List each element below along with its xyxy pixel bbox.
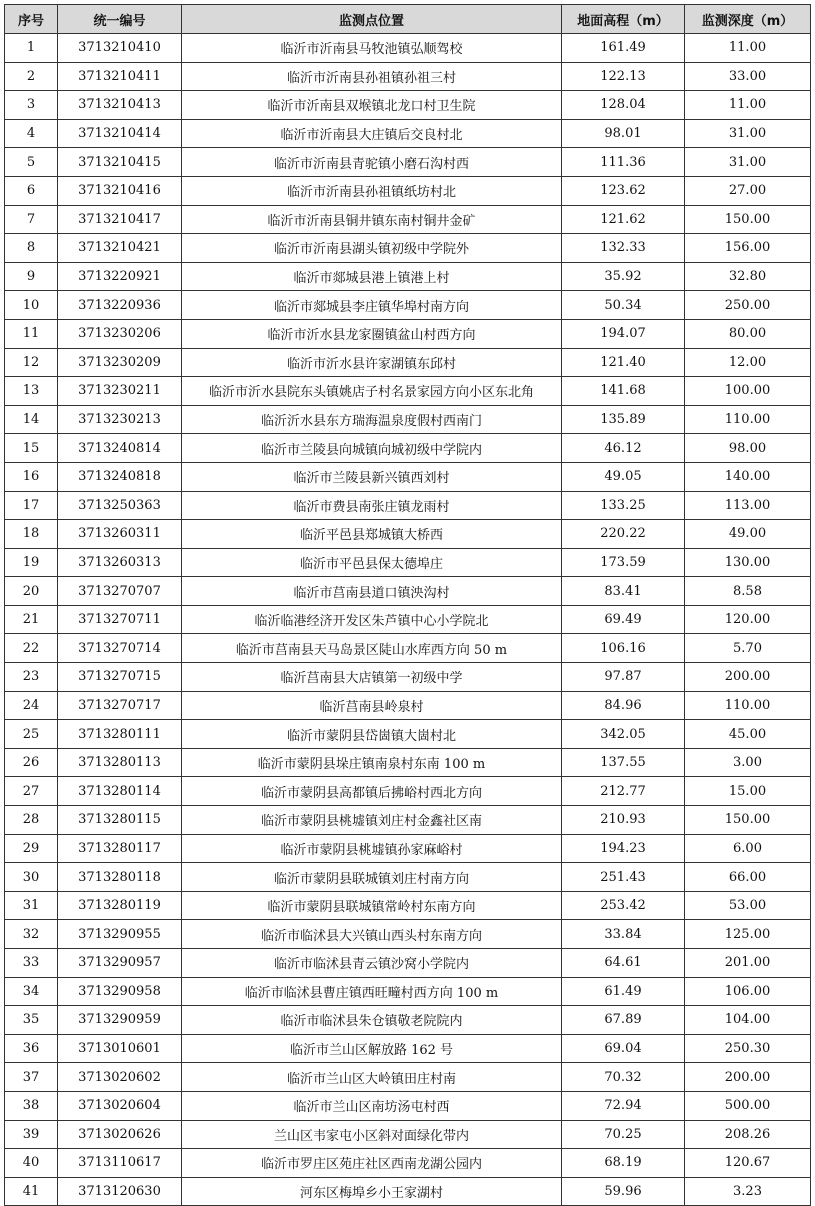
cell-location: 临沂市临沭县青云镇沙窝小学院内 bbox=[182, 949, 562, 978]
cell-depth: 11.00 bbox=[685, 34, 811, 63]
cell-depth: 500.00 bbox=[685, 1091, 811, 1120]
cell-elevation: 59.96 bbox=[562, 1177, 685, 1206]
cell-depth: 201.00 bbox=[685, 949, 811, 978]
cell-depth: 45.00 bbox=[685, 720, 811, 749]
cell-elevation: 122.13 bbox=[562, 62, 685, 91]
cell-index: 9 bbox=[5, 262, 58, 291]
cell-elevation: 121.62 bbox=[562, 205, 685, 234]
cell-elevation: 212.77 bbox=[562, 777, 685, 806]
cell-elevation: 132.33 bbox=[562, 234, 685, 263]
table-row bbox=[5, 62, 811, 91]
cell-depth: 120.67 bbox=[685, 1149, 811, 1178]
cell-code: 3713260313 bbox=[58, 548, 182, 577]
cell-index: 21 bbox=[5, 605, 58, 634]
cell-elevation: 135.89 bbox=[562, 405, 685, 434]
cell-location: 临沂莒南县大店镇第一初级中学 bbox=[182, 663, 562, 692]
cell-location: 临沂市沂南县孙祖镇纸坊村北 bbox=[182, 176, 562, 205]
table-row bbox=[5, 863, 811, 892]
cell-code: 3713280113 bbox=[58, 748, 182, 777]
table-row bbox=[5, 663, 811, 692]
cell-depth: 66.00 bbox=[685, 863, 811, 892]
cell-code: 3713270714 bbox=[58, 634, 182, 663]
cell-location: 临沂市莒南县天马岛景区陡山水库西方向 50 m bbox=[182, 634, 562, 663]
table-row bbox=[5, 691, 811, 720]
cell-location: 临沂市沂水县许家湖镇东邱村 bbox=[182, 348, 562, 377]
cell-elevation: 70.25 bbox=[562, 1120, 685, 1149]
cell-index: 17 bbox=[5, 491, 58, 520]
cell-depth: 156.00 bbox=[685, 234, 811, 263]
cell-code: 3713260311 bbox=[58, 520, 182, 549]
cell-location: 临沂市蒙阴县岱崮镇大崮村北 bbox=[182, 720, 562, 749]
cell-elevation: 128.04 bbox=[562, 91, 685, 120]
table-row bbox=[5, 405, 811, 434]
cell-location: 临沂市兰陵县向城镇向城初级中学院内 bbox=[182, 434, 562, 463]
cell-elevation: 97.87 bbox=[562, 663, 685, 692]
table-row bbox=[5, 777, 811, 806]
cell-index: 8 bbox=[5, 234, 58, 263]
table-row bbox=[5, 91, 811, 120]
cell-depth: 12.00 bbox=[685, 348, 811, 377]
cell-location: 临沂市临沭县大兴镇山西头村东南方向 bbox=[182, 920, 562, 949]
cell-code: 3713210414 bbox=[58, 119, 182, 148]
table-row bbox=[5, 949, 811, 978]
cell-index: 19 bbox=[5, 548, 58, 577]
cell-depth: 8.58 bbox=[685, 577, 811, 606]
cell-code: 3713290957 bbox=[58, 949, 182, 978]
header-elevation: 地面高程（m） bbox=[562, 5, 685, 34]
table-row bbox=[5, 377, 811, 406]
cell-code: 3713230206 bbox=[58, 319, 182, 348]
cell-elevation: 251.43 bbox=[562, 863, 685, 892]
cell-location: 临沂市郯城县李庄镇华埠村南方向 bbox=[182, 291, 562, 320]
cell-index: 20 bbox=[5, 577, 58, 606]
cell-elevation: 161.49 bbox=[562, 34, 685, 63]
table-row bbox=[5, 548, 811, 577]
cell-elevation: 173.59 bbox=[562, 548, 685, 577]
cell-location: 临沂市郯城县港上镇港上村 bbox=[182, 262, 562, 291]
cell-elevation: 67.89 bbox=[562, 1006, 685, 1035]
table-row bbox=[5, 1120, 811, 1149]
cell-index: 30 bbox=[5, 863, 58, 892]
cell-depth: 80.00 bbox=[685, 319, 811, 348]
table-body bbox=[5, 34, 811, 1206]
cell-code: 3713290955 bbox=[58, 920, 182, 949]
cell-location: 临沂沂水县东方瑞海温泉度假村西南门 bbox=[182, 405, 562, 434]
cell-location: 临沂市兰陵县新兴镇西刘村 bbox=[182, 462, 562, 491]
cell-code: 3713240818 bbox=[58, 462, 182, 491]
cell-index: 18 bbox=[5, 520, 58, 549]
cell-depth: 3.00 bbox=[685, 748, 811, 777]
cell-elevation: 64.61 bbox=[562, 949, 685, 978]
cell-location: 临沂平邑县郑城镇大桥西 bbox=[182, 520, 562, 549]
cell-index: 31 bbox=[5, 891, 58, 920]
cell-index: 36 bbox=[5, 1034, 58, 1063]
cell-location: 临沂市蒙阴县联城镇刘庄村南方向 bbox=[182, 863, 562, 892]
cell-code: 3713210410 bbox=[58, 34, 182, 63]
cell-depth: 120.00 bbox=[685, 605, 811, 634]
table-row bbox=[5, 119, 811, 148]
cell-index: 7 bbox=[5, 205, 58, 234]
cell-location: 临沂市沂南县孙祖镇孙祖三村 bbox=[182, 62, 562, 91]
cell-elevation: 49.05 bbox=[562, 462, 685, 491]
table-row bbox=[5, 348, 811, 377]
cell-elevation: 98.01 bbox=[562, 119, 685, 148]
cell-code: 3713270715 bbox=[58, 663, 182, 692]
table-row bbox=[5, 1034, 811, 1063]
cell-elevation: 35.92 bbox=[562, 262, 685, 291]
cell-code: 3713280119 bbox=[58, 891, 182, 920]
cell-depth: 3.23 bbox=[685, 1177, 811, 1206]
cell-location: 临沂市临沭县曹庄镇西旺疃村西方向 100 m bbox=[182, 977, 562, 1006]
cell-location: 临沂市沂南县湖头镇初级中学院外 bbox=[182, 234, 562, 263]
table-row bbox=[5, 291, 811, 320]
table-row bbox=[5, 1149, 811, 1178]
cell-code: 3713220936 bbox=[58, 291, 182, 320]
cell-elevation: 50.34 bbox=[562, 291, 685, 320]
cell-location: 临沂市平邑县保太德埠庄 bbox=[182, 548, 562, 577]
header-index: 序号 bbox=[5, 5, 58, 34]
header-depth: 监测深度（m） bbox=[685, 5, 811, 34]
cell-index: 37 bbox=[5, 1063, 58, 1092]
cell-index: 35 bbox=[5, 1006, 58, 1035]
cell-index: 24 bbox=[5, 691, 58, 720]
cell-code: 3713210416 bbox=[58, 176, 182, 205]
cell-index: 33 bbox=[5, 949, 58, 978]
cell-location: 临沂市沂水县院东头镇姚店子村名景家园方向小区东北角 bbox=[182, 377, 562, 406]
cell-elevation: 123.62 bbox=[562, 176, 685, 205]
cell-depth: 32.80 bbox=[685, 262, 811, 291]
cell-location: 临沂市沂南县马牧池镇弘顺驾校 bbox=[182, 34, 562, 63]
cell-index: 27 bbox=[5, 777, 58, 806]
cell-depth: 140.00 bbox=[685, 462, 811, 491]
cell-index: 41 bbox=[5, 1177, 58, 1206]
cell-elevation: 342.05 bbox=[562, 720, 685, 749]
cell-depth: 250.00 bbox=[685, 291, 811, 320]
cell-code: 3713230209 bbox=[58, 348, 182, 377]
cell-location: 临沂市沂南县铜井镇东南村铜井金矿 bbox=[182, 205, 562, 234]
table-row bbox=[5, 319, 811, 348]
cell-index: 11 bbox=[5, 319, 58, 348]
cell-code: 3713210421 bbox=[58, 234, 182, 263]
header-location: 监测点位置 bbox=[182, 5, 562, 34]
table-row bbox=[5, 176, 811, 205]
cell-depth: 33.00 bbox=[685, 62, 811, 91]
table-row bbox=[5, 720, 811, 749]
cell-index: 28 bbox=[5, 806, 58, 835]
table-row bbox=[5, 605, 811, 634]
cell-index: 14 bbox=[5, 405, 58, 434]
cell-elevation: 106.16 bbox=[562, 634, 685, 663]
cell-code: 3713280117 bbox=[58, 834, 182, 863]
cell-elevation: 194.23 bbox=[562, 834, 685, 863]
cell-index: 26 bbox=[5, 748, 58, 777]
cell-code: 3713270711 bbox=[58, 605, 182, 634]
cell-index: 1 bbox=[5, 34, 58, 63]
cell-depth: 113.00 bbox=[685, 491, 811, 520]
cell-location: 临沂市费县南张庄镇龙雨村 bbox=[182, 491, 562, 520]
table-row bbox=[5, 920, 811, 949]
cell-code: 3713250363 bbox=[58, 491, 182, 520]
cell-location: 临沂市沂南县青驼镇小磨石沟村西 bbox=[182, 148, 562, 177]
cell-depth: 6.00 bbox=[685, 834, 811, 863]
cell-elevation: 33.84 bbox=[562, 920, 685, 949]
monitoring-points-table bbox=[4, 4, 811, 1206]
cell-depth: 106.00 bbox=[685, 977, 811, 1006]
table-row bbox=[5, 748, 811, 777]
table-row bbox=[5, 634, 811, 663]
cell-index: 5 bbox=[5, 148, 58, 177]
header-row bbox=[5, 5, 811, 34]
cell-code: 3713290959 bbox=[58, 1006, 182, 1035]
cell-index: 34 bbox=[5, 977, 58, 1006]
cell-elevation: 141.68 bbox=[562, 377, 685, 406]
cell-location: 临沂市蒙阴县桃墟镇孙家麻峪村 bbox=[182, 834, 562, 863]
table-row bbox=[5, 891, 811, 920]
cell-code: 3713210411 bbox=[58, 62, 182, 91]
cell-location: 临沂市兰山区解放路 162 号 bbox=[182, 1034, 562, 1063]
cell-depth: 11.00 bbox=[685, 91, 811, 120]
table-row bbox=[5, 434, 811, 463]
cell-depth: 104.00 bbox=[685, 1006, 811, 1035]
table-row bbox=[5, 34, 811, 63]
cell-location: 临沂临港经济开发区朱芦镇中心小学院北 bbox=[182, 605, 562, 634]
cell-elevation: 68.19 bbox=[562, 1149, 685, 1178]
cell-depth: 31.00 bbox=[685, 148, 811, 177]
cell-elevation: 111.36 bbox=[562, 148, 685, 177]
cell-code: 3713240814 bbox=[58, 434, 182, 463]
cell-location: 临沂市罗庄区苑庄社区西南龙湖公园内 bbox=[182, 1149, 562, 1178]
table-row bbox=[5, 520, 811, 549]
cell-location: 临沂市临沭县朱仓镇敬老院院内 bbox=[182, 1006, 562, 1035]
table-row bbox=[5, 977, 811, 1006]
cell-elevation: 194.07 bbox=[562, 319, 685, 348]
cell-code: 3713210415 bbox=[58, 148, 182, 177]
table-row bbox=[5, 577, 811, 606]
cell-code: 3713280115 bbox=[58, 806, 182, 835]
cell-index: 23 bbox=[5, 663, 58, 692]
cell-location: 临沂市蒙阴县垛庄镇南泉村东南 100 m bbox=[182, 748, 562, 777]
cell-elevation: 121.40 bbox=[562, 348, 685, 377]
cell-depth: 130.00 bbox=[685, 548, 811, 577]
table-row bbox=[5, 491, 811, 520]
cell-index: 16 bbox=[5, 462, 58, 491]
cell-elevation: 137.55 bbox=[562, 748, 685, 777]
cell-depth: 15.00 bbox=[685, 777, 811, 806]
cell-depth: 200.00 bbox=[685, 1063, 811, 1092]
cell-depth: 110.00 bbox=[685, 691, 811, 720]
table-row bbox=[5, 234, 811, 263]
cell-code: 3713020602 bbox=[58, 1063, 182, 1092]
cell-location: 临沂市沂南县大庄镇后交良村北 bbox=[182, 119, 562, 148]
table-row bbox=[5, 1006, 811, 1035]
cell-depth: 110.00 bbox=[685, 405, 811, 434]
cell-depth: 208.26 bbox=[685, 1120, 811, 1149]
cell-code: 3713020604 bbox=[58, 1091, 182, 1120]
cell-code: 3713120630 bbox=[58, 1177, 182, 1206]
table-row bbox=[5, 1063, 811, 1092]
cell-elevation: 46.12 bbox=[562, 434, 685, 463]
cell-index: 15 bbox=[5, 434, 58, 463]
cell-depth: 200.00 bbox=[685, 663, 811, 692]
cell-code: 3713210413 bbox=[58, 91, 182, 120]
cell-code: 3713020626 bbox=[58, 1120, 182, 1149]
cell-index: 29 bbox=[5, 834, 58, 863]
table-row bbox=[5, 806, 811, 835]
cell-index: 39 bbox=[5, 1120, 58, 1149]
cell-depth: 49.00 bbox=[685, 520, 811, 549]
cell-depth: 150.00 bbox=[685, 205, 811, 234]
cell-depth: 100.00 bbox=[685, 377, 811, 406]
cell-index: 13 bbox=[5, 377, 58, 406]
cell-code: 3713010601 bbox=[58, 1034, 182, 1063]
table-row bbox=[5, 148, 811, 177]
cell-depth: 27.00 bbox=[685, 176, 811, 205]
cell-location: 临沂市蒙阴县高都镇后拂峪村西北方向 bbox=[182, 777, 562, 806]
cell-index: 6 bbox=[5, 176, 58, 205]
cell-depth: 150.00 bbox=[685, 806, 811, 835]
cell-location: 临沂市蒙阴县桃墟镇刘庄村金鑫社区南 bbox=[182, 806, 562, 835]
cell-location: 兰山区韦家屯小区斜对面绿化带内 bbox=[182, 1120, 562, 1149]
table-row bbox=[5, 462, 811, 491]
cell-elevation: 83.41 bbox=[562, 577, 685, 606]
cell-depth: 5.70 bbox=[685, 634, 811, 663]
cell-depth: 98.00 bbox=[685, 434, 811, 463]
header-code: 统一编号 bbox=[58, 5, 182, 34]
cell-elevation: 210.93 bbox=[562, 806, 685, 835]
cell-location: 河东区梅埠乡小王家湖村 bbox=[182, 1177, 562, 1206]
table-row bbox=[5, 262, 811, 291]
cell-elevation: 72.94 bbox=[562, 1091, 685, 1120]
cell-code: 3713110617 bbox=[58, 1149, 182, 1178]
cell-code: 3713290958 bbox=[58, 977, 182, 1006]
cell-elevation: 61.49 bbox=[562, 977, 685, 1006]
cell-index: 40 bbox=[5, 1149, 58, 1178]
cell-code: 3713230213 bbox=[58, 405, 182, 434]
cell-code: 3713270707 bbox=[58, 577, 182, 606]
cell-code: 3713280118 bbox=[58, 863, 182, 892]
cell-location: 临沂莒南县岭泉村 bbox=[182, 691, 562, 720]
cell-location: 临沂市兰山区南坊汤屯村西 bbox=[182, 1091, 562, 1120]
cell-index: 12 bbox=[5, 348, 58, 377]
cell-elevation: 133.25 bbox=[562, 491, 685, 520]
cell-index: 3 bbox=[5, 91, 58, 120]
cell-code: 3713280114 bbox=[58, 777, 182, 806]
cell-index: 25 bbox=[5, 720, 58, 749]
cell-elevation: 253.42 bbox=[562, 891, 685, 920]
cell-code: 3713230211 bbox=[58, 377, 182, 406]
cell-index: 4 bbox=[5, 119, 58, 148]
cell-depth: 31.00 bbox=[685, 119, 811, 148]
cell-code: 3713210417 bbox=[58, 205, 182, 234]
cell-code: 3713270717 bbox=[58, 691, 182, 720]
cell-location: 临沂市兰山区大岭镇田庄村南 bbox=[182, 1063, 562, 1092]
cell-elevation: 220.22 bbox=[562, 520, 685, 549]
cell-elevation: 69.04 bbox=[562, 1034, 685, 1063]
table-row bbox=[5, 205, 811, 234]
cell-index: 22 bbox=[5, 634, 58, 663]
cell-code: 3713280111 bbox=[58, 720, 182, 749]
cell-elevation: 70.32 bbox=[562, 1063, 685, 1092]
cell-index: 32 bbox=[5, 920, 58, 949]
cell-index: 38 bbox=[5, 1091, 58, 1120]
cell-index: 10 bbox=[5, 291, 58, 320]
cell-location: 临沂市沂水县龙家圈镇盆山村西方向 bbox=[182, 319, 562, 348]
cell-elevation: 84.96 bbox=[562, 691, 685, 720]
cell-code: 3713220921 bbox=[58, 262, 182, 291]
table-header bbox=[5, 5, 811, 34]
table-row bbox=[5, 834, 811, 863]
cell-elevation: 69.49 bbox=[562, 605, 685, 634]
cell-depth: 125.00 bbox=[685, 920, 811, 949]
cell-depth: 250.30 bbox=[685, 1034, 811, 1063]
cell-index: 2 bbox=[5, 62, 58, 91]
cell-location: 临沂市莒南县道口镇泱沟村 bbox=[182, 577, 562, 606]
table-row bbox=[5, 1091, 811, 1120]
cell-location: 临沂市沂南县双堠镇北龙口村卫生院 bbox=[182, 91, 562, 120]
cell-depth: 53.00 bbox=[685, 891, 811, 920]
cell-location: 临沂市蒙阴县联城镇常岭村东南方向 bbox=[182, 891, 562, 920]
